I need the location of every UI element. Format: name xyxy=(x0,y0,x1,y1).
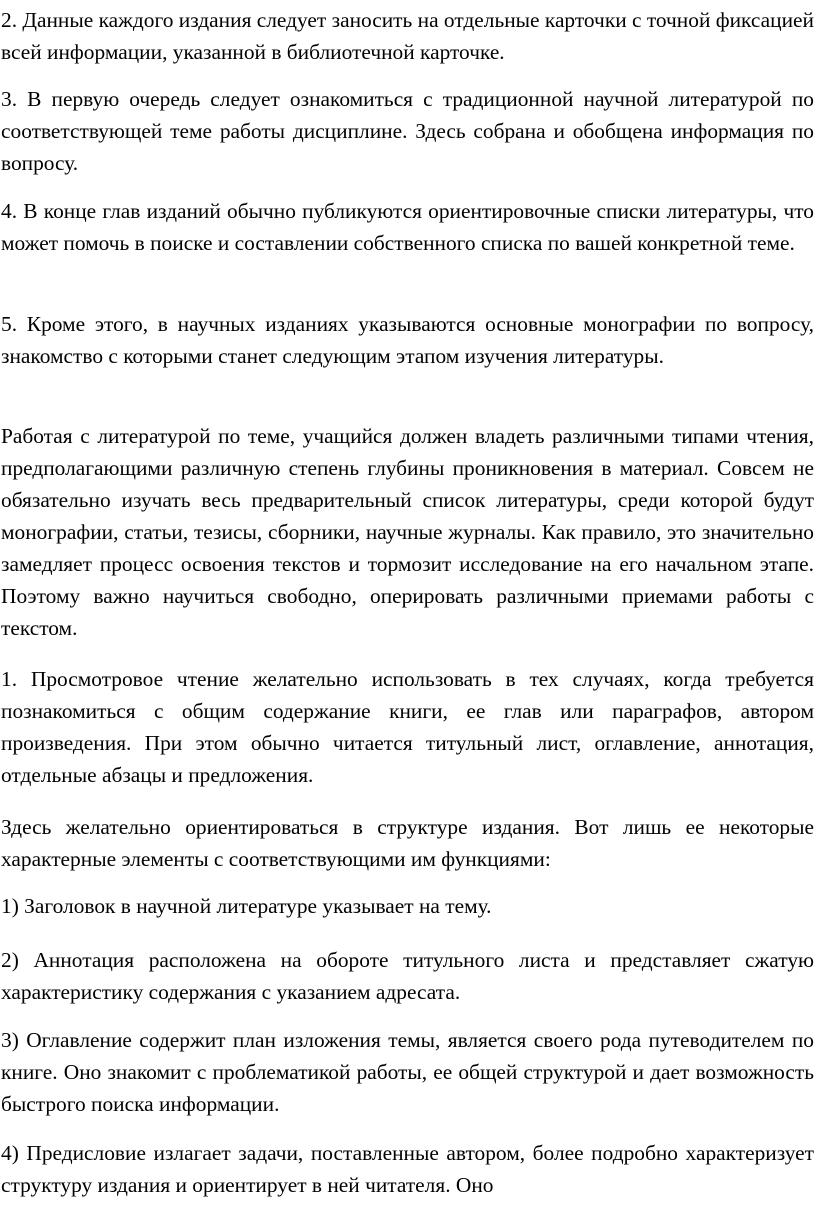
paragraph-preface-element: 4) Предисловие излагает задачи, поставленные автором, более подробно характеризует структуру издания и ориентирует в ней читателя. Оно xyxy=(1,1141,814,1197)
paragraph-preview-reading: 1. Просмотровое чтение желательно использовать в тех случаях, когда требуется познакомиться с общим содержание книги, ее глав или параграфов, автором произведения. При этом обычно читается титульный лист, оглавление, аннотация, отдельные абзацы и предложения. xyxy=(1,667,814,787)
paragraph-structure-intro: Здесь желательно ориентироваться в структуре издания. Вот лишь ее некоторые характерные элементы с соответствующими им функциями: xyxy=(1,815,814,871)
paragraph-annotation-element: 2) Аннотация расположена на обороте титульного листа и представляет сжатую характеристику содержания с указанием адресата. xyxy=(1,948,814,1004)
paragraph-reading-types: Работая с литературой по теме, учащийся должен владеть различными типами чтения, предполагающими различную степень глубины проникновения в материал. Совсем не обязательно изучать весь предварительный список литературы, среди которой будут монографии, статьи, тезисы, сборники, научные журналы. Как правило, это значительно замедляет процесс освоения текстов и тормозит исследование на его начальном этапе. Поэтому важно научиться свободно, оперировать различными приемами работы с текстом. xyxy=(1,424,814,640)
paragraph-item-5: 5. Кроме этого, в научных изданиях указываются основные монографии по вопросу, знакомство с которыми станет следующим этапом изучения литературы. xyxy=(1,312,814,368)
paragraph-title-element: 1) Заголовок в научной литературе указывает на тему. xyxy=(1,894,492,918)
paragraph-contents-element: 3) Оглавление содержит план изложения темы, является своего рода путеводителем по книге. Оно знакомит с проблематикой работы, ее общей структурой и дает возможность быстрого поиска информации. xyxy=(1,1028,814,1116)
paragraph-item-3: 3. В первую очередь следует ознакомиться с традиционной научной литературой по соответствующей теме работы дисциплине. Здесь собрана и обобщена информация по вопросу. xyxy=(1,87,814,175)
paragraph-item-2: 2. Данные каждого издания следует заносить на отдельные карточки с точной фиксацией всей информации, указанной в библиотечной карточке. xyxy=(1,8,814,64)
paragraph-item-4: 4. В конце глав изданий обычно публикуются ориентировочные списки литературы, что может помочь в поиске и составлении собственного списка по вашей конкретной теме. xyxy=(1,199,814,255)
